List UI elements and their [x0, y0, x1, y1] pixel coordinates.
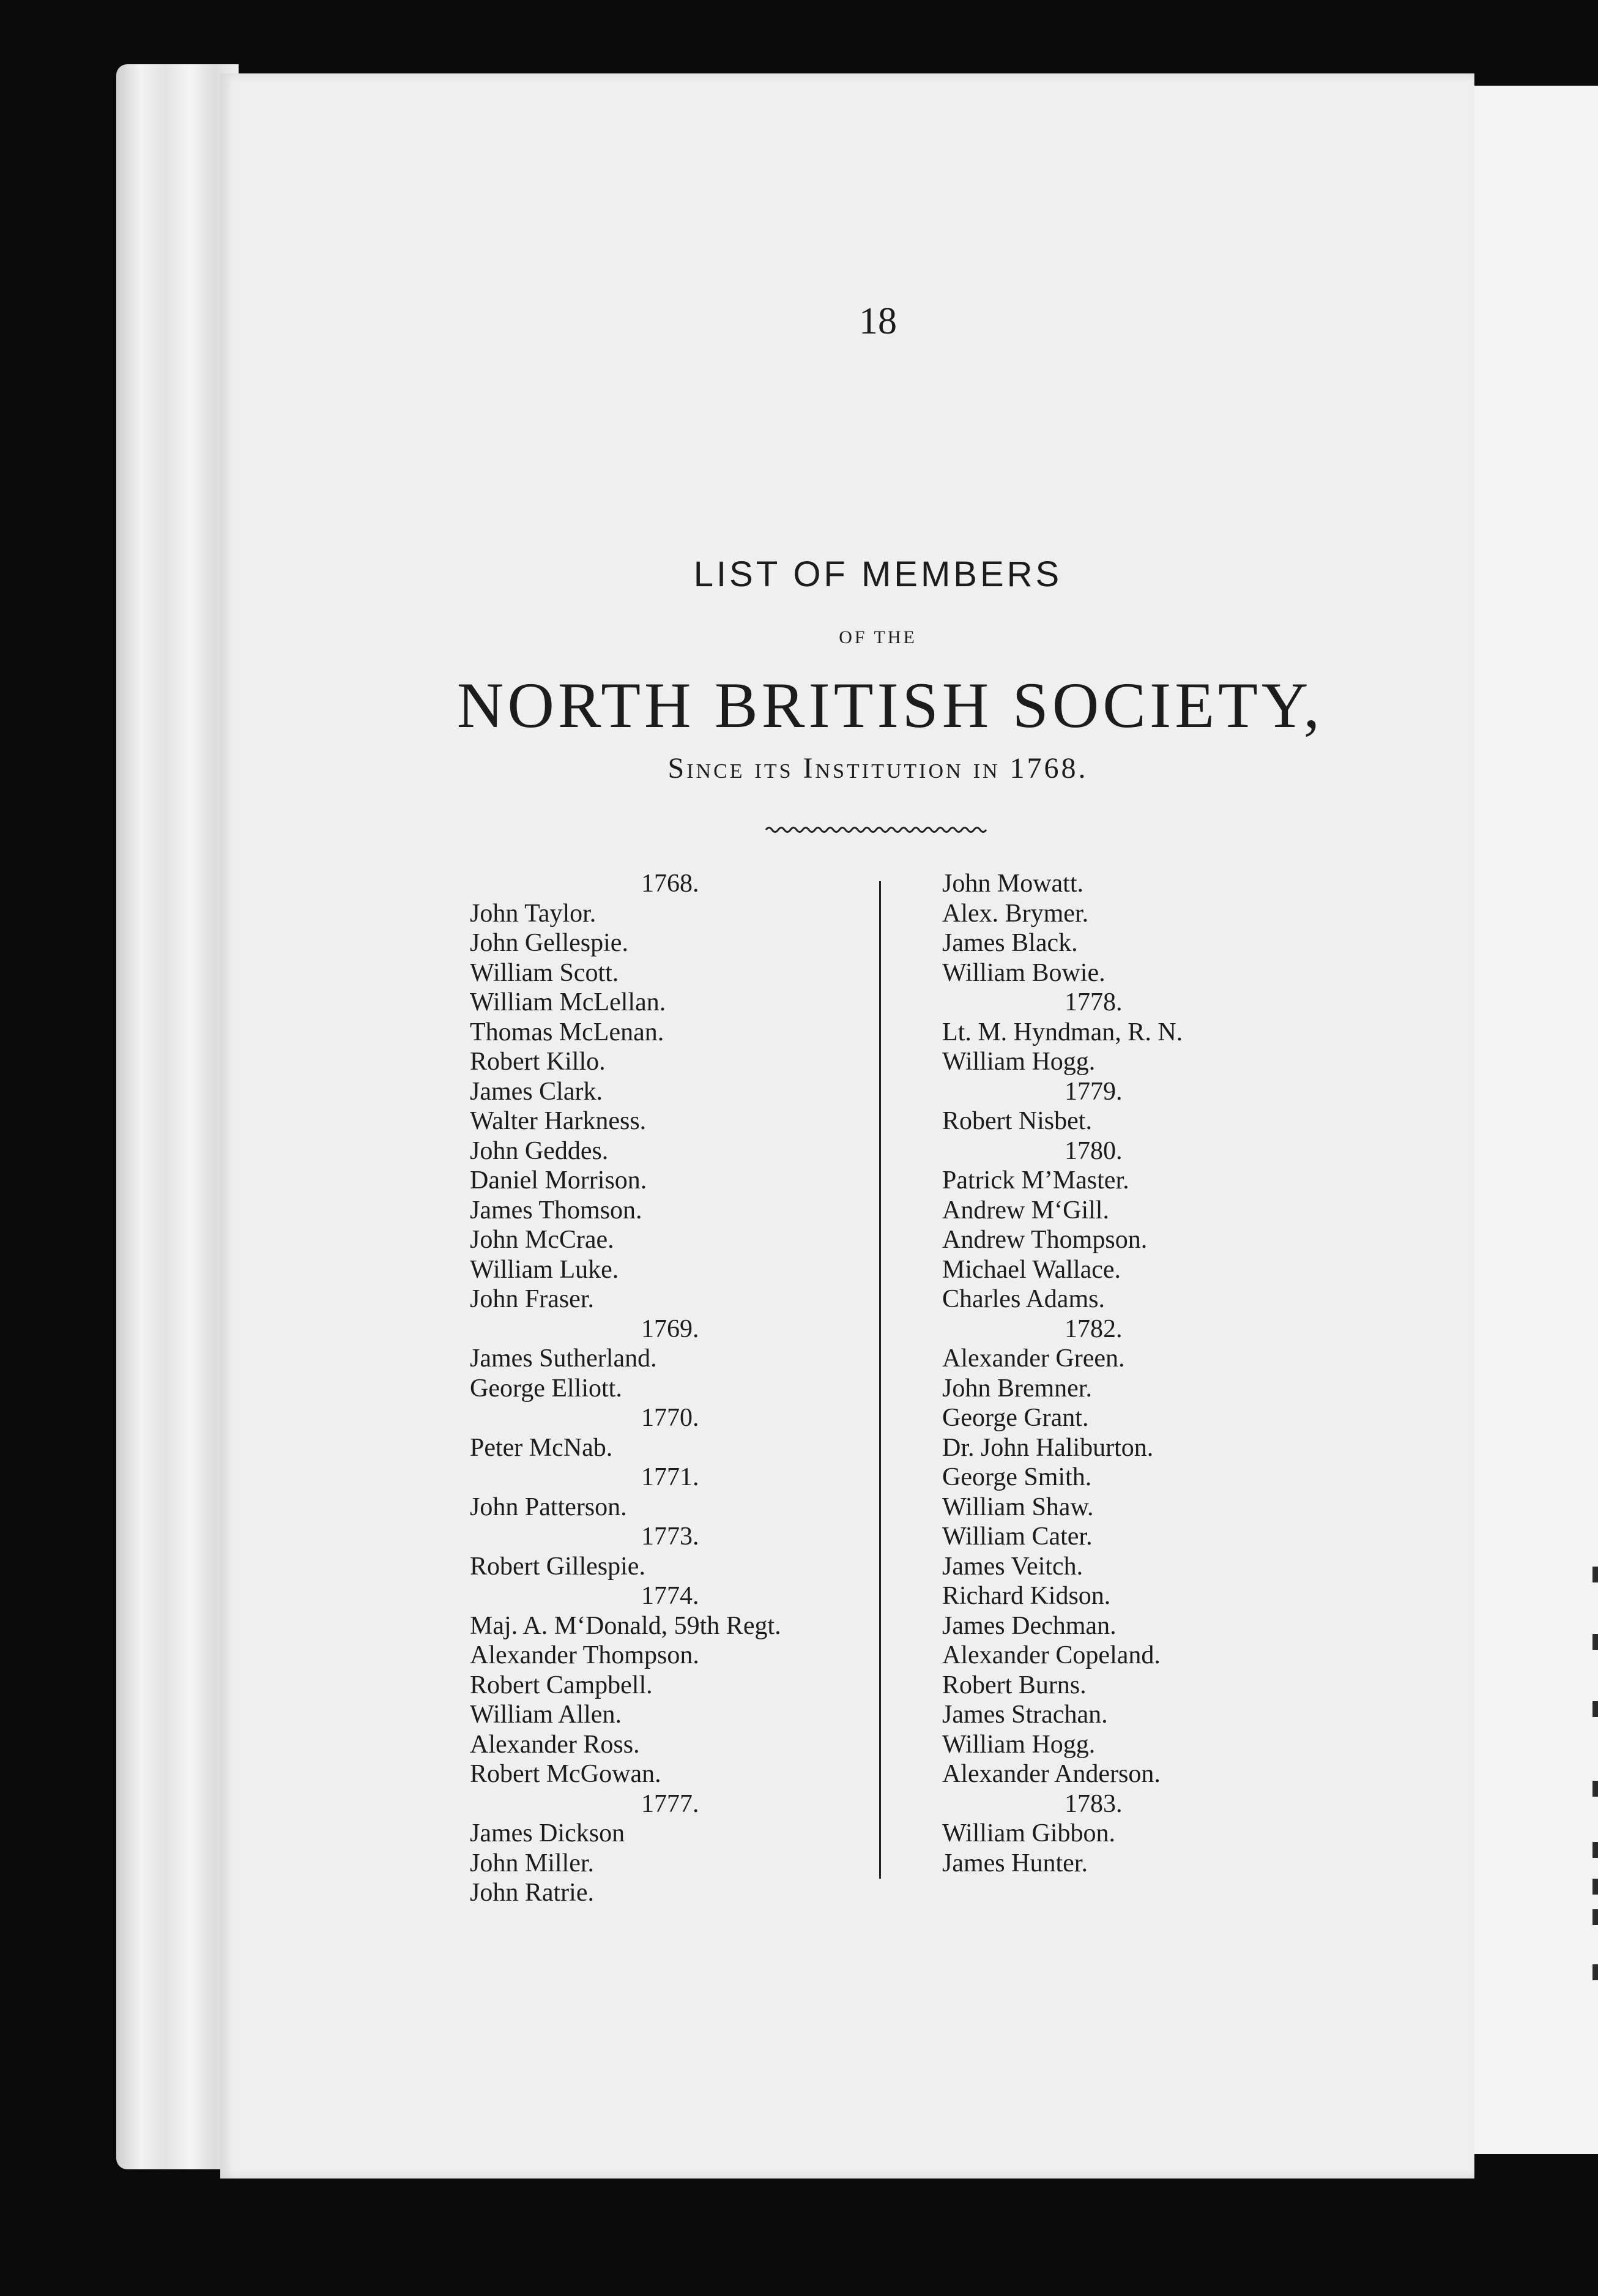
member-name: James Sutherland.: [470, 1344, 657, 1373]
society-name-heading: NORTH BRITISH SOCIETY,: [456, 669, 1324, 741]
member-name: James Hunter.: [942, 1849, 1088, 1877]
member-name: Charles Adams.: [942, 1285, 1105, 1313]
member-name: Lt. M. Hyndman, R. N.: [942, 1018, 1183, 1046]
member-name: William Bowie.: [942, 958, 1106, 987]
year-heading: 1778.: [1065, 988, 1123, 1016]
year-heading: 1771.: [641, 1463, 699, 1491]
member-name: Peter McNab.: [470, 1433, 613, 1462]
member-name: Robert Killo.: [470, 1048, 606, 1076]
member-name: Dr. John Haliburton.: [942, 1433, 1154, 1462]
member-name: John Fraser.: [470, 1285, 594, 1313]
member-name: Robert Campbell.: [470, 1671, 653, 1699]
member-name: William Cater.: [942, 1523, 1093, 1551]
member-name: George Smith.: [942, 1463, 1092, 1491]
member-name: Patrick M’Master.: [942, 1166, 1129, 1195]
member-name: John Patterson.: [470, 1493, 627, 1521]
member-name: Maj. A. M‘Donald, 59th Regt.: [470, 1611, 781, 1640]
facing-page-text-fragment: [1592, 1964, 1598, 1980]
member-name: William Luke.: [470, 1255, 619, 1284]
member-name: John Bremner.: [942, 1374, 1092, 1403]
year-heading: 1780.: [1065, 1136, 1123, 1165]
year-heading: 1773.: [641, 1523, 699, 1551]
member-name: Thomas McLenan.: [470, 1018, 664, 1046]
member-name: John McCrae.: [470, 1226, 614, 1254]
member-name: William Shaw.: [942, 1493, 1094, 1521]
facing-page-text-fragment: [1592, 1909, 1598, 1925]
facing-page-text-fragment: [1592, 1781, 1598, 1797]
member-name: Andrew Thompson.: [942, 1226, 1148, 1254]
member-name: Michael Wallace.: [942, 1255, 1121, 1284]
member-name: James Veitch.: [942, 1552, 1083, 1581]
member-name: James Black.: [942, 929, 1078, 957]
year-heading: 1783.: [1065, 1789, 1123, 1818]
member-name: Alex. Brymer.: [942, 899, 1089, 928]
facing-page-text-fragment: [1592, 1567, 1598, 1582]
member-name: William McLellan.: [470, 988, 666, 1016]
member-name: Alexander Anderson.: [942, 1760, 1161, 1788]
member-name: James Clark.: [470, 1077, 603, 1106]
page-number: 18: [859, 300, 897, 342]
year-heading: 1774.: [641, 1582, 699, 1610]
member-name: Alexander Copeland.: [942, 1641, 1161, 1669]
list-title: LIST OF MEMBERS: [693, 554, 1063, 594]
member-name: George Grant.: [942, 1404, 1089, 1432]
member-name: James Dickson: [470, 1819, 625, 1847]
facing-page-text-fragment: [1592, 1879, 1598, 1895]
year-heading: 1769.: [641, 1314, 699, 1343]
member-name: John Taylor.: [470, 899, 596, 928]
member-name: Alexander Ross.: [470, 1730, 640, 1759]
member-name: George Elliott.: [470, 1374, 622, 1403]
wavy-rule-ornament: [765, 823, 988, 837]
member-name: Robert Nisbet.: [942, 1107, 1092, 1135]
member-name: John Miller.: [470, 1849, 595, 1877]
facing-page-text-fragment: [1592, 1634, 1598, 1650]
members-right-column: [942, 869, 1383, 1878]
member-name: Richard Kidson.: [942, 1582, 1111, 1610]
facing-page-text-fragment: [1592, 1842, 1598, 1858]
facing-page-text-fragment: [1592, 1701, 1598, 1717]
member-name: William Scott.: [470, 958, 619, 987]
facing-page-edge: [1468, 86, 1598, 2154]
year-heading: 1782.: [1065, 1314, 1123, 1343]
member-name: James Dechman.: [942, 1611, 1117, 1640]
member-name: Alexander Green.: [942, 1344, 1125, 1373]
member-name: John Ratrie.: [470, 1879, 594, 1907]
year-heading: 1770.: [641, 1404, 699, 1432]
column-divider: [879, 881, 881, 1879]
member-name: John Geddes.: [470, 1136, 609, 1165]
member-name: Andrew M‘Gill.: [942, 1196, 1109, 1224]
member-name: John Mowatt.: [942, 870, 1083, 898]
institution-subtitle: Since its Institution in 1768.: [667, 752, 1088, 785]
year-heading: 1777.: [641, 1789, 699, 1818]
of-the-subheading: OF THE: [839, 627, 917, 647]
members-left-column: [470, 869, 898, 1908]
member-name: James Thomson.: [470, 1196, 642, 1224]
member-name: Walter Harkness.: [470, 1107, 647, 1135]
member-name: Daniel Morrison.: [470, 1166, 647, 1195]
year-heading: 1779.: [1065, 1077, 1123, 1106]
member-name: Alexander Thompson.: [470, 1641, 699, 1669]
member-name: William Hogg.: [942, 1048, 1096, 1076]
year-heading: 1768.: [641, 870, 699, 898]
member-name: Robert McGowan.: [470, 1760, 661, 1788]
member-name: William Hogg.: [942, 1730, 1096, 1759]
member-name: John Gellespie.: [470, 929, 628, 957]
member-name: William Allen.: [470, 1701, 622, 1729]
member-name: Robert Gillespie.: [470, 1552, 645, 1581]
member-name: James Strachan.: [942, 1701, 1108, 1729]
member-name: Robert Burns.: [942, 1671, 1087, 1699]
member-name: William Gibbon.: [942, 1819, 1115, 1847]
